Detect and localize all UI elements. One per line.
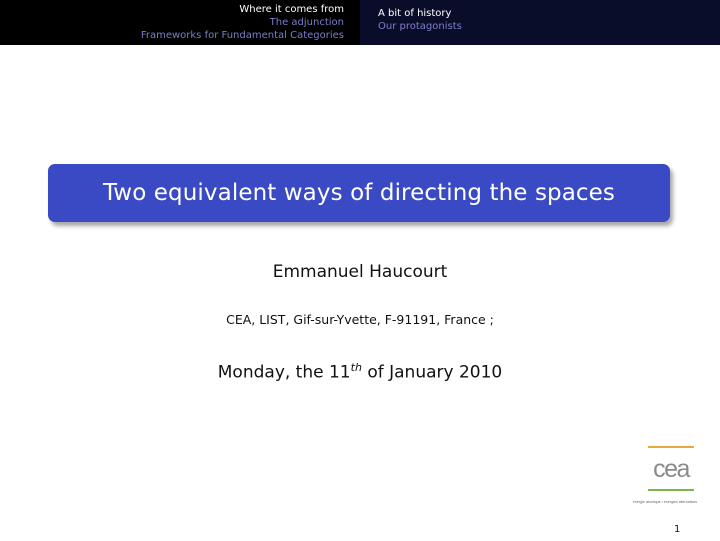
institute: CEA, LIST, Gif-sur-Yvette, F-91191, France ;: [226, 312, 494, 327]
nav-subsection-bit-of-history[interactable]: A bit of history: [378, 8, 452, 19]
nav-section-the-adjunction[interactable]: The adjunction: [269, 17, 344, 28]
logo-cea-text: cea: [653, 455, 689, 483]
page-number: 1: [674, 524, 681, 535]
slide-title: Two equivalent ways of directing the spaces: [102, 180, 616, 206]
date-superscript: th: [350, 361, 362, 374]
presentation-date: [0, 361, 720, 383]
subsection-navigation: [360, 0, 720, 45]
nav-section-where-it-comes-from[interactable]: Where it comes from: [239, 4, 344, 15]
date-prefix: Monday, the 11: [217, 362, 351, 383]
title-box: [48, 164, 670, 222]
nav-subsection-our-protagonists[interactable]: Our protagonists: [378, 21, 462, 32]
cea-logo: [628, 444, 702, 508]
date-suffix: of January 2010: [361, 362, 503, 383]
section-navigation: [0, 0, 360, 45]
nav-section-frameworks[interactable]: Frameworks for Fundamental Categories: [140, 30, 344, 41]
headline-bar: [0, 0, 720, 45]
logo-tagline: énergie atomique • énergies alternatives: [632, 500, 698, 504]
author-name: Emmanuel Haucourt: [272, 262, 448, 282]
